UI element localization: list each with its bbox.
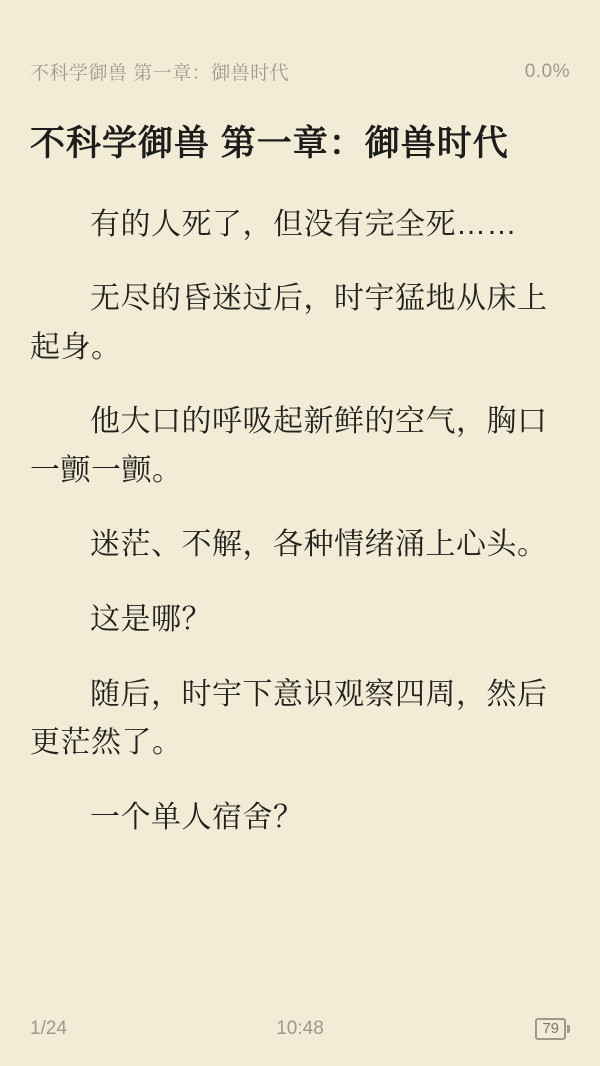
paragraph: 迷茫、不解，各种情绪涌上心头。 <box>90 528 548 562</box>
header-progress-percent: 0.0% <box>524 60 570 82</box>
paragraph: 无尽的昏迷过后，时宇猛地从床上起身。 <box>30 282 548 364</box>
header-book-title: 不科学御兽 第一章：御兽时代 <box>30 63 290 84</box>
battery-icon <box>500 1018 570 1041</box>
reader-content[interactable] <box>0 85 600 1018</box>
paragraph: 这是哪？ <box>90 603 212 637</box>
paragraph: 随后，时宇下意识观察四周，然后更茫然了。 <box>30 677 548 760</box>
footer-page-indicator: 1/24 <box>30 1017 67 1039</box>
paragraph: 他大口的呼吸起新鲜的空气，胸口一颤一颤。 <box>30 405 548 487</box>
footer-clock: 10:48 <box>276 1017 324 1039</box>
paragraph: 有的人死了，但没有完全死…… <box>90 207 517 241</box>
battery-level-label: 79 <box>535 1018 566 1041</box>
paragraph: 一个单人宿舍？ <box>90 800 304 834</box>
reader-header <box>0 0 600 85</box>
battery-cap <box>567 1025 570 1033</box>
reader-footer <box>0 1018 600 1066</box>
chapter-title: 不科学御兽 第一章：御兽时代 <box>30 124 509 163</box>
